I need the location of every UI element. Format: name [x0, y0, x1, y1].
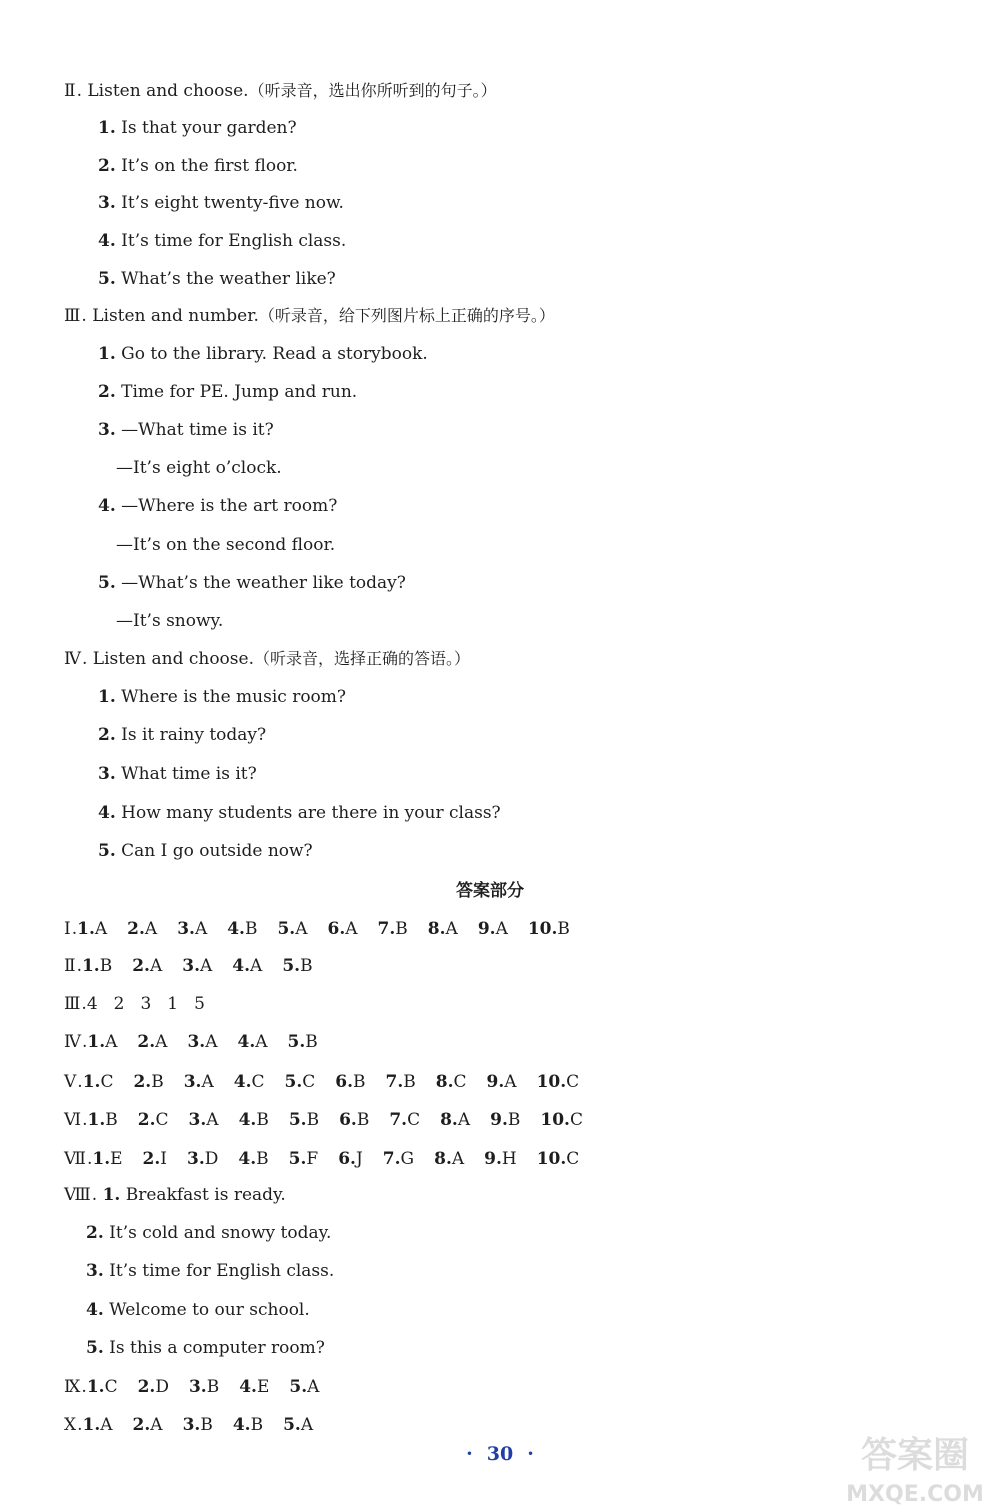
answer-item: 8.A: [434, 1149, 465, 1169]
svg-text:MXQE.COM: MXQE.COM: [846, 1482, 984, 1507]
answer-item: 4.E: [239, 1377, 270, 1397]
answer-item: 5.B: [288, 1110, 320, 1130]
answer-item: 3.A: [177, 919, 208, 939]
answer-item: 4.A: [232, 956, 263, 976]
section-3-heading: Ⅲ . Listen and number.（听录音，给下列图片标上正确的序号。）: [64, 306, 555, 326]
answer-items: .1.A 2.A 3.A 4.B 5.A 6.A 7.B 8.A 9.A 10.B: [71, 919, 570, 939]
list-item: 5. What’s the weather like?: [98, 269, 336, 289]
answer-items: .1.B 2.A 3.A 4.A 5.B: [76, 956, 313, 976]
page-number: · 30 ·: [466, 1443, 534, 1465]
answer-item: 2.C: [137, 1110, 169, 1130]
list-item: 3. It’s eight twenty-five now.: [98, 193, 344, 213]
answer-item: 7.B: [377, 919, 408, 939]
answer-items: .1.C 2.D 3.B 4.E 5.A: [81, 1377, 320, 1397]
list-item: 5. Can I go outside now?: [98, 841, 313, 861]
answer-item: 5.C: [284, 1072, 316, 1092]
list-item: 5. —What’s the weather like today?: [98, 573, 406, 593]
answer-item: 3.B: [182, 1415, 213, 1435]
answer-item: 9.B: [490, 1110, 521, 1130]
answer-item: 6.A: [327, 919, 358, 939]
section-4-heading: Ⅳ . Listen and choose.（听录音，选择正确的答语。）: [64, 649, 471, 669]
answer-item: 2.B: [133, 1072, 164, 1092]
answers-heading: 答案部分: [456, 881, 524, 901]
answer-item: 1.C: [82, 1072, 114, 1092]
list-item: 4. —Where is the art room?: [98, 496, 338, 516]
answer-item: 10.C: [540, 1110, 583, 1130]
answer-item: 3.A: [183, 1072, 214, 1092]
answer-item: 10.B: [527, 919, 570, 939]
answer-items: .1.A 2.A 3.B 4.B 5.A: [77, 1415, 314, 1435]
answer-item: 7.C: [389, 1110, 421, 1130]
answer-item: 2.A: [132, 1415, 163, 1435]
list-item: 2. It’s cold and snowy today.: [86, 1223, 332, 1243]
answer-row-5: Ⅴ .1.C 2.B 3.A 4.C 5.C 6.B 7.B 8.C 9.A 10.C: [64, 1072, 580, 1092]
answer-items: .1.E 2.I 3.D 4.B 5.F 6.J 7.G 8.A 9.H 10.C: [86, 1149, 580, 1169]
answer-item: 5.A: [283, 1415, 314, 1435]
list-item: 1. Is that your garden?: [98, 118, 297, 138]
answer-item: 7.B: [385, 1072, 416, 1092]
answer-item: 3.A: [187, 1032, 218, 1052]
answer-item: 3.D: [187, 1149, 219, 1169]
answer-item: 6.B: [335, 1072, 366, 1092]
answer-item: 10.C: [536, 1149, 580, 1169]
list-item: 5. Is this a computer room?: [86, 1338, 325, 1358]
answer-item: 8.A: [427, 919, 458, 939]
answer-item: 5.B: [287, 1032, 318, 1052]
answer-item: 9.A: [477, 919, 508, 939]
answer-item: 4.A: [237, 1032, 268, 1052]
section-2-heading: Ⅱ . Listen and choose.（听录音，选出你所听到的句子。）: [64, 81, 497, 101]
answer-item: 4.B: [232, 1415, 264, 1435]
answer-item: 4.C: [233, 1072, 265, 1092]
list-item: 2. Time for PE. Jump and run.: [98, 382, 358, 402]
answer-row-6: Ⅵ .1.B 2.C 3.A 4.B 5.B 6.B 7.C 8.A 9.B 10.C: [64, 1110, 583, 1130]
answer-item: 1.A: [82, 1415, 113, 1435]
answer-item: 10.C: [536, 1072, 580, 1092]
list-item: 3. It’s time for English class.: [86, 1261, 335, 1281]
answer-row-10: Ⅹ .1.A 2.A 3.B 4.B 5.A: [64, 1415, 314, 1435]
answer-items: .1.B 2.C 3.A 4.B 5.B 6.B 7.C 8.A 9.B 10.C: [82, 1110, 583, 1130]
list-item: 1. Go to the library. Read a storybook.: [98, 344, 428, 364]
answer-item: 5.F: [288, 1149, 319, 1169]
answer-item: 8.C: [435, 1072, 467, 1092]
answer-item: 2.A: [127, 919, 158, 939]
answer-item: 7.G: [382, 1149, 415, 1169]
list-item: 3. What time is it?: [98, 764, 257, 784]
answer-row-7: Ⅶ .1.E 2.I 3.D 4.B 5.F 6.J 7.G 8.A 9.H 10.C: [64, 1149, 580, 1169]
answer-row-2: Ⅱ .1.B 2.A 3.A 4.A 5.B: [64, 956, 313, 976]
answer-sequence: .4 2 3 1 5: [81, 994, 205, 1014]
list-item: 4. It’s time for English class.: [98, 231, 347, 251]
dialogue-reply: —It’s snowy.: [116, 611, 224, 631]
answer-item: 1.A: [77, 919, 108, 939]
answer-item: 1.B: [87, 1110, 118, 1130]
dialogue-reply: —It’s on the second floor.: [116, 535, 336, 555]
answer-item: 1.E: [92, 1149, 123, 1169]
answer-item: 4.B: [238, 1110, 269, 1130]
answer-item: 3.A: [188, 1110, 219, 1130]
answer-item: 9.A: [486, 1072, 517, 1092]
answer-item: 5.A: [277, 919, 308, 939]
list-item: 2. Is it rainy today?: [98, 725, 267, 745]
answer-item: 1.A: [87, 1032, 118, 1052]
answer-item: 2.A: [132, 956, 163, 976]
answer-item: 4.B: [238, 1149, 269, 1169]
list-item: 3. —What time is it?: [98, 420, 274, 440]
answer-item: 2.D: [137, 1377, 169, 1397]
answer-item: 2.A: [137, 1032, 168, 1052]
list-item: 4. Welcome to our school.: [86, 1300, 310, 1320]
answer-item: 2.I: [142, 1149, 167, 1169]
answer-item: 3.B: [188, 1377, 220, 1397]
watermark-logo: [835, 1425, 995, 1509]
answer-row-8: Ⅷ . 1. Breakfast is ready.: [64, 1185, 286, 1205]
svg-text:答案圈: 答案圈: [860, 1435, 970, 1476]
list-item: 2. It’s on the first floor.: [98, 156, 298, 176]
list-item: 4. How many students are there in your class?: [98, 803, 501, 823]
dialogue-reply: —It’s eight o’clock.: [116, 458, 282, 478]
answer-item: 1.C: [86, 1377, 118, 1397]
answer-row-3: Ⅲ .4 2 3 1 5: [64, 993, 221, 1015]
answer-item: 9.H: [484, 1149, 517, 1169]
answer-row-9: Ⅸ .1.C 2.D 3.B 4.E 5.A: [64, 1377, 320, 1397]
answer-row-4: Ⅳ .1.A 2.A 3.A 4.A 5.B: [64, 1032, 318, 1052]
list-item: 1. Where is the music room?: [98, 687, 347, 707]
answer-item: 4.B: [227, 919, 258, 939]
answer-item: 1.B: [81, 956, 113, 976]
answer-item: 6.J: [338, 1149, 363, 1169]
answer-items: .1.C 2.B 3.A 4.C 5.C 6.B 7.B 8.C 9.A 10.C: [77, 1072, 580, 1092]
answer-item: 6.B: [339, 1110, 370, 1130]
answer-item: 5.A: [289, 1377, 320, 1397]
answer-item: 8.A: [440, 1110, 471, 1130]
answer-item: 3.A: [182, 956, 213, 976]
answer-items: .1.A 2.A 3.A 4.A 5.B: [81, 1032, 318, 1052]
answer-row-1: Ⅰ .1.A 2.A 3.A 4.B 5.A 6.A 7.B 8.A 9.A 10.B: [64, 919, 570, 939]
answer-item: 5.B: [282, 956, 313, 976]
